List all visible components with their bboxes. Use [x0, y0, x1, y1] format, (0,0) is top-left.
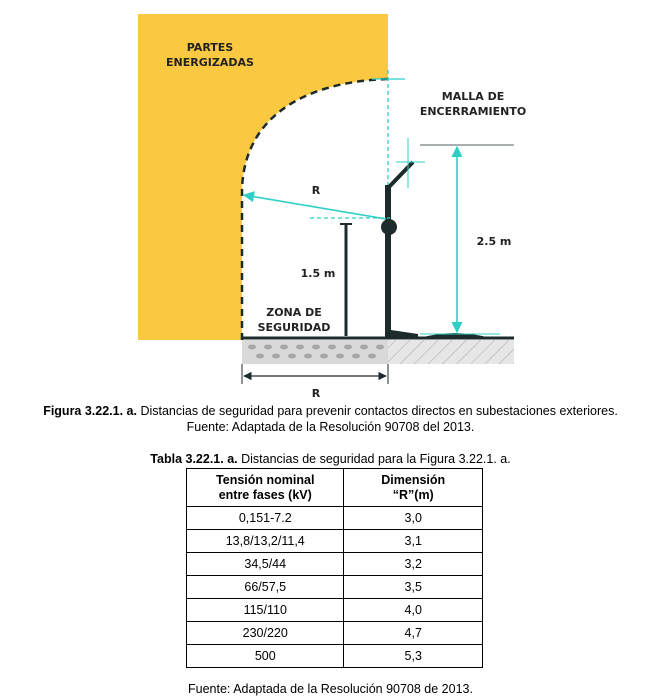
label-2-5m: 2.5 m: [476, 235, 512, 248]
cell-dimension: 4,7: [344, 622, 483, 645]
fence-insulator: [381, 219, 397, 235]
figure-caption-source: Fuente: Adaptada de la Resolución 90708 del 2013.: [186, 420, 475, 434]
figure-caption: [0, 403, 661, 435]
ground-safety-zone: [242, 340, 388, 364]
cell-voltage: 13,8/13,2/11,4: [187, 530, 344, 553]
cell-dimension: 3,5: [344, 576, 483, 599]
cell-voltage: 500: [187, 645, 344, 668]
cell-dimension: 3,0: [344, 507, 483, 530]
label-1-5m: 1.5 m: [300, 267, 336, 280]
fence-post-base: [391, 330, 418, 338]
table-header-voltage: Tensión nominal entre fases (kV): [187, 469, 344, 507]
cell-voltage: 0,151-7.2: [187, 507, 344, 530]
table-title-label: Tabla 3.22.1. a.: [150, 452, 238, 466]
table-title-text: Distancias de seguridad para la Figura 3.22.1. a.: [237, 452, 511, 466]
cell-dimension: 5,3: [344, 645, 483, 668]
label-fence-2: ENCERRAMIENTO: [419, 105, 527, 118]
cell-voltage: 115/110: [187, 599, 344, 622]
label-safety-2: SEGURIDAD: [257, 321, 331, 334]
cell-voltage: 34,5/44: [187, 553, 344, 576]
table-row: [187, 530, 483, 553]
label-energized-1: PARTES: [186, 41, 234, 54]
label-r-top: R: [311, 184, 321, 197]
r-arrow: [244, 195, 386, 219]
figure-caption-text: Distancias de seguridad para prevenir contactos directos en subestaciones exteriores.: [136, 404, 618, 418]
cell-voltage: 66/57,5: [187, 576, 344, 599]
cell-dimension: 3,2: [344, 553, 483, 576]
label-energized-2: ENERGIZADAS: [166, 56, 254, 69]
label-r-bottom: R: [311, 387, 321, 400]
fence-arm: [388, 162, 413, 188]
table-header-row: [187, 469, 483, 507]
label-fence-1: MALLA DE: [441, 90, 505, 103]
table-source: Fuente: Adaptada de la Resolución 90708 de 2013.: [188, 682, 473, 696]
table-row: [187, 576, 483, 599]
table-header-dimension: Dimensión “R”(m): [344, 469, 483, 507]
figure-caption-label: Figura 3.22.1. a.: [43, 404, 137, 418]
table-row: [187, 622, 483, 645]
label-safety-1: ZONA DE: [266, 306, 322, 319]
table-row: [187, 645, 483, 668]
table-row: [187, 507, 483, 530]
fence-post: [385, 185, 391, 338]
table-title: [0, 452, 661, 466]
cell-dimension: 3,1: [344, 530, 483, 553]
cell-voltage: 230/220: [187, 622, 344, 645]
distance-table: [186, 468, 483, 668]
table-row: [187, 599, 483, 622]
cell-dimension: 4,0: [344, 599, 483, 622]
table-row: [187, 553, 483, 576]
